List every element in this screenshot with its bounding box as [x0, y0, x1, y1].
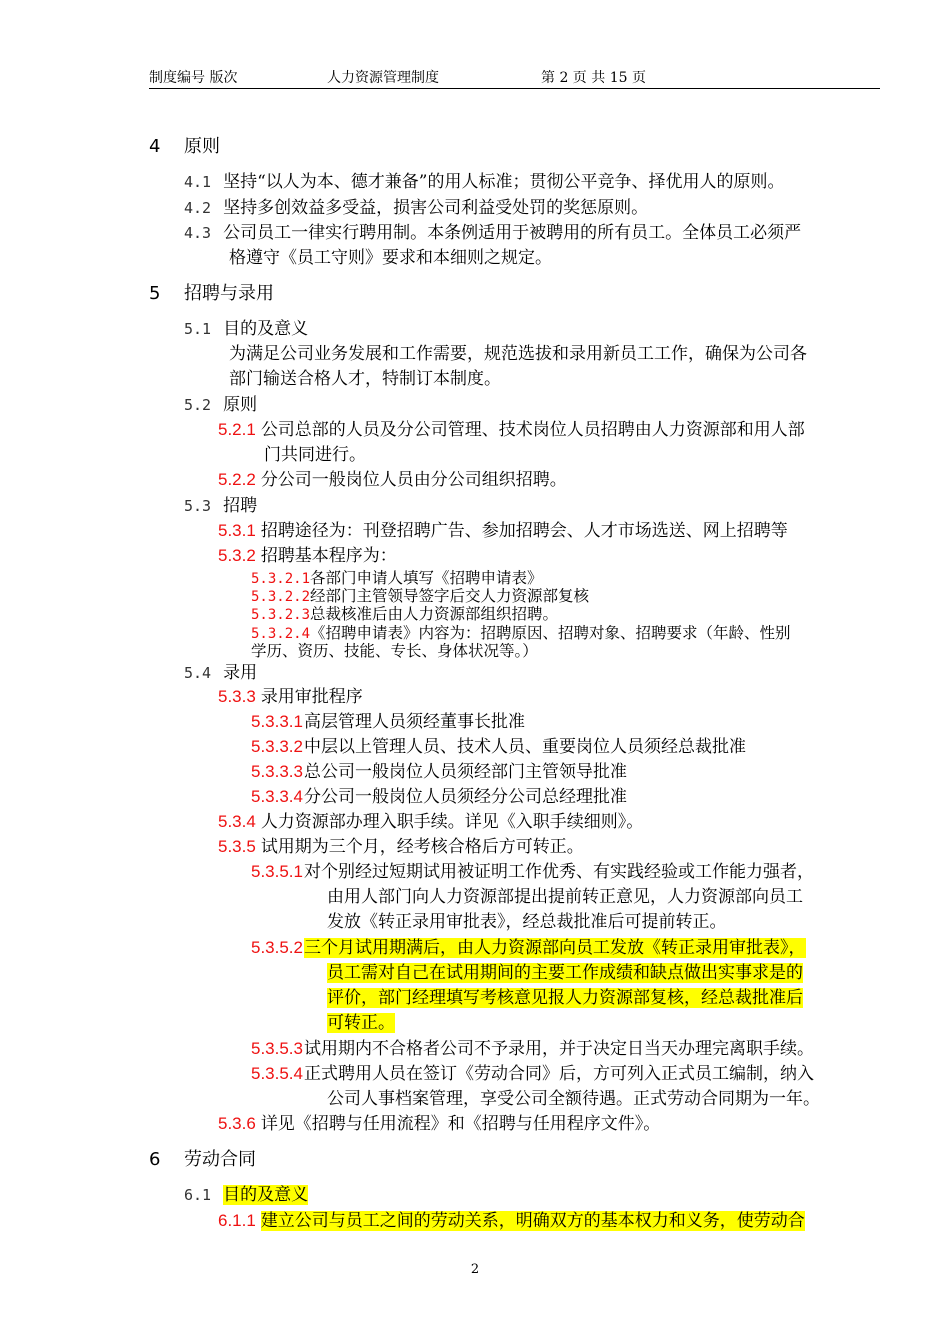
item-5-1-text: 为满足公司业务发展和工作需要，规范选拔和录用新员工工作，确保为公司各	[229, 344, 807, 364]
item-5-2-1-cont: 门共同进行。	[264, 445, 366, 465]
item-5-3-2: 5.3.2 招聘基本程序为：	[218, 546, 397, 566]
item-5-3-2-3: 5.3.2.3总裁核准后由人力资源部组织招聘。	[251, 605, 559, 623]
doc-code-label: 制度编号 版次	[149, 70, 238, 86]
item-5-3-6: 5.3.6 详见《招聘与任用流程》和《招聘与任用程序文件》。	[218, 1114, 661, 1134]
item-5-3-2-1: 5.3.2.1各部门申请人填写《招聘申请表》	[251, 569, 543, 587]
item-5-3-5-1-cont2: 发放《转正录用审批表》，经总裁批准后可提前转正。	[327, 912, 727, 932]
item-5-1: 5.1 目的及意义	[184, 319, 309, 339]
section-4-heading	[149, 136, 220, 158]
item-5-3-3: 5.3.3 录用审批程序	[218, 687, 363, 707]
item-4-3-cont: 格遵守《员工守则》要求和本细则之规定。	[229, 248, 552, 268]
doc-title: 人力资源管理制度	[327, 70, 439, 86]
item-5-4: 5.4 录用	[184, 663, 258, 683]
item-5-3-5-2: 5.3.5.2三个月试用期满后，由人力资源部向员工发放《转正录用审批表》，	[251, 938, 806, 958]
item-5-3-5-4: 5.3.5.4正式聘用人员在签订《劳动合同》后，方可列入正式员工编制，纳入	[251, 1064, 814, 1084]
item-5-3-3-4: 5.3.3.4分公司一般岗位人员须经分公司总经理批准	[251, 787, 627, 807]
item-5-3-3-3: 5.3.3.3总公司一般岗位人员须经部门主管领导批准	[251, 762, 627, 782]
page-header	[149, 64, 880, 89]
section-5-heading: 5 招聘与录用	[149, 283, 274, 304]
item-5-3-5-1: 5.3.5.1对个别经过短期试用被证明工作优秀、有实践经验或工作能力强者，	[251, 862, 814, 882]
item-5-2-1: 5.2.1 公司总部的人员及分公司管理、技术岗位人员招聘由人力资源部和用人部	[218, 420, 805, 440]
section-title: 原则	[184, 136, 220, 157]
item-4-1: 4.1 坚持“以人为本、德才兼备”的用人标准；贯彻公平竞争、择优用人的原则。	[184, 172, 785, 192]
item-5-3-5: 5.3.5 试用期为三个月，经考核合格后方可转正。	[218, 837, 584, 857]
item-4-2: 4.2 坚持多创效益多受益，损害公司利益受处罚的奖惩原则。	[184, 198, 649, 218]
item-5-3-1: 5.3.1 招聘途径为：刊登招聘广告、参加招聘会、人才市场选送、网上招聘等	[218, 521, 788, 541]
page-number-footer: 2	[470, 1262, 480, 1277]
section-number: 4	[149, 136, 161, 157]
item-5-3-5-2-cont3: 可转正。	[327, 1013, 395, 1033]
item-6-1-1: 6.1.1 建立公司与员工之间的劳动关系，明确双方的基本权力和义务，使劳动合	[218, 1211, 805, 1231]
item-5-1-text-cont: 部门输送合格人才，特制订本制度。	[229, 369, 501, 389]
item-5-2: 5.2 原则	[184, 395, 258, 415]
item-5-3-5-2-cont: 员工需对自己在试用期间的主要工作成绩和缺点做出实事求是的	[327, 963, 803, 983]
item-5-3-5-2-cont2: 评价，部门经理填写考核意见报人力资源部复核，经总裁批准后	[327, 988, 803, 1008]
item-5-3: 5.3 招聘	[184, 496, 258, 516]
item-5-3-5-1-cont: 由用人部门向人力资源部提出提前转正意见，人力资源部向员工	[327, 887, 803, 907]
page-indicator: 第 2 页 共 15 页	[541, 70, 646, 86]
item-5-3-2-4-cont: 学历、资历、技能、专长、身体状况等。）	[251, 642, 538, 660]
item-6-1: 6.1 目的及意义	[184, 1185, 309, 1205]
item-4-3: 4.3 公司员工一律实行聘用制。本条例适用于被聘用的所有员工。全体员工必须严	[184, 223, 802, 243]
item-5-3-2-2: 5.3.2.2经部门主管领导签字后交人力资源部复核	[251, 587, 590, 605]
item-5-3-2-4: 5.3.2.4《招聘申请表》内容为：招聘原因、招聘对象、招聘要求（年龄、性别	[251, 624, 791, 642]
item-5-3-3-1: 5.3.3.1高层管理人员须经董事长批准	[251, 712, 525, 732]
section-6-heading: 6 劳动合同	[149, 1149, 256, 1170]
item-5-3-5-3: 5.3.5.3试用期内不合格者公司不予录用，并于决定日当天办理完离职手续。	[251, 1039, 814, 1059]
item-5-3-4: 5.3.4 人力资源部办理入职手续。详见《入职手续细则》。	[218, 812, 644, 832]
highlighted-text: 三个月试用期满后，由人力资源部向员工发放《转正录用审批表》，	[304, 938, 806, 958]
item-5-3-5-4-cont: 公司人事档案管理，享受公司全额待遇。正式劳动合同期为一年。	[327, 1089, 820, 1109]
item-5-2-2: 5.2.2 分公司一般岗位人员由分公司组织招聘。	[218, 470, 567, 490]
item-5-3-3-2: 5.3.3.2中层以上管理人员、技术人员、重要岗位人员须经总裁批准	[251, 737, 746, 757]
